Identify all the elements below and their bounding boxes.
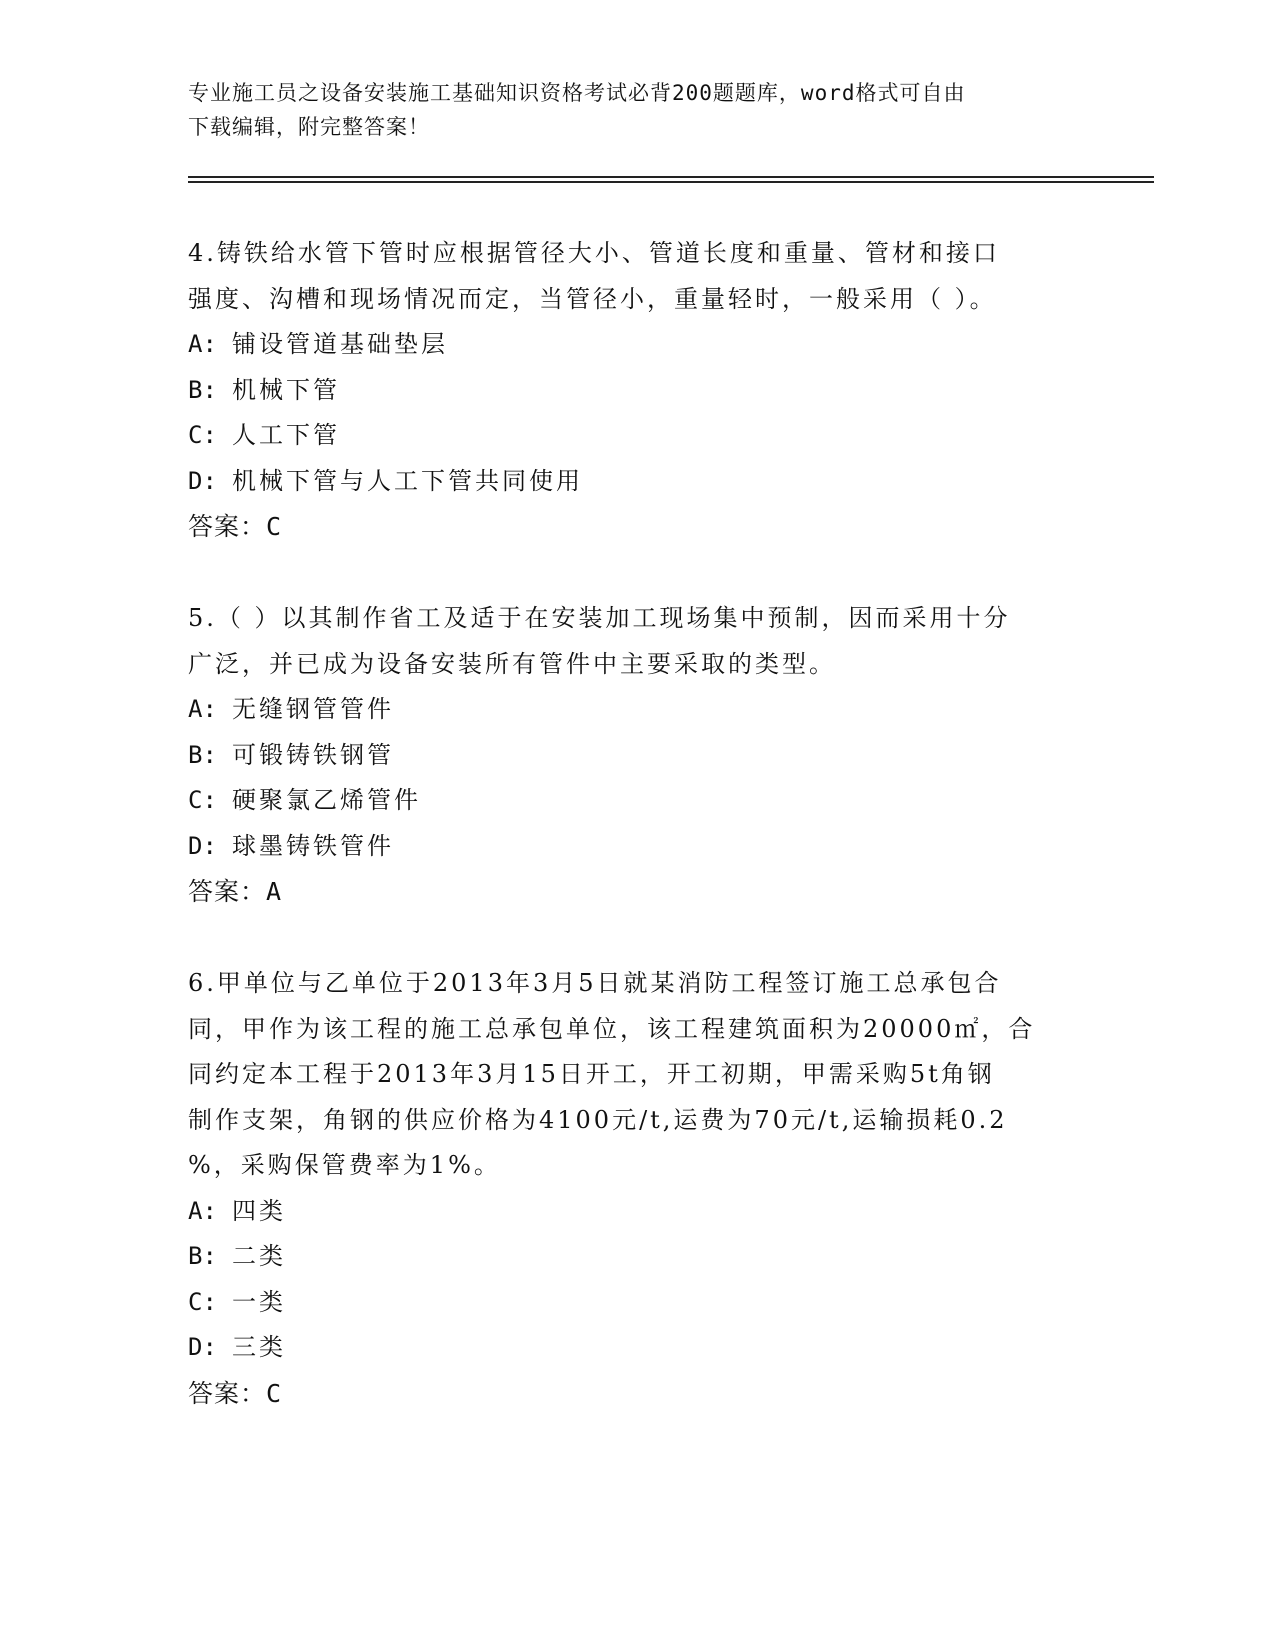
question-stem-line: 同约定本工程于2013年3月15日开工，开工初期，甲需采购5t角钢 bbox=[188, 1060, 995, 1088]
answer-label: 答案： bbox=[188, 1378, 267, 1408]
option-text: 铺设管道基础垫层 bbox=[232, 330, 448, 358]
option-letter: A: bbox=[188, 695, 217, 723]
option-text: 球墨铸铁管件 bbox=[232, 831, 394, 860]
option-c bbox=[188, 1280, 1088, 1326]
option-text: 无缝钢管管件 bbox=[232, 695, 394, 723]
question-5 bbox=[188, 596, 1088, 915]
header-divider-top bbox=[188, 176, 1154, 178]
answer-label: 答案： bbox=[188, 512, 267, 541]
question-stem-line: 4.铸铁给水管下管时应根据管径大小、管道长度和重量、管材和接口 bbox=[188, 239, 1000, 267]
option-text: 硬聚氯乙烯管件 bbox=[232, 786, 421, 814]
question-stem-line: 强度、沟槽和现场情况而定，当管径小，重量轻时，一般采用（ ）。 bbox=[188, 284, 997, 313]
option-letter: D: bbox=[188, 466, 217, 495]
answer-line bbox=[188, 1371, 1088, 1417]
question-4 bbox=[188, 231, 1088, 550]
question-stem-line: 5.（ ）以其制作省工及适于在安装加工现场集中预制，因而采用十分 bbox=[188, 604, 1011, 632]
option-text: 可锻铸铁钢管 bbox=[232, 740, 394, 769]
option-a bbox=[188, 322, 1088, 368]
option-d bbox=[188, 459, 1088, 505]
option-b bbox=[188, 368, 1088, 414]
answer-value: C bbox=[266, 1378, 283, 1408]
option-letter: A: bbox=[188, 330, 217, 358]
answer-line bbox=[188, 869, 1088, 915]
question-stem-line: 6.甲单位与乙单位于2013年3月5日就某消防工程签订施工总承包合 bbox=[188, 969, 1002, 997]
option-c bbox=[188, 778, 1088, 824]
question-stem-line: 制作支架，角钢的供应价格为4100元/t,运费为70元/t,运输损耗0.2 bbox=[188, 1105, 1008, 1134]
option-b bbox=[188, 1234, 1088, 1280]
option-c bbox=[188, 413, 1088, 459]
header-line-1: 专业施工员之设备安装施工基础知识资格考试必背200题题库，word格式可自由 bbox=[188, 81, 966, 105]
option-a bbox=[188, 687, 1088, 733]
option-text: 人工下管 bbox=[232, 421, 340, 449]
option-d bbox=[188, 1325, 1088, 1371]
option-text: 机械下管与人工下管共同使用 bbox=[232, 466, 583, 495]
header-line-2: 下载编辑，附完整答案！ bbox=[188, 115, 430, 139]
answer-value: C bbox=[266, 512, 283, 541]
option-text: 四类 bbox=[232, 1196, 286, 1225]
option-letter: C: bbox=[188, 1287, 217, 1316]
header-divider-bottom bbox=[188, 181, 1154, 183]
option-letter: D: bbox=[188, 1333, 217, 1361]
option-text: 一类 bbox=[232, 1287, 286, 1316]
option-letter: B: bbox=[188, 1242, 217, 1270]
option-letter: A: bbox=[188, 1196, 217, 1225]
question-stem-line: %，采购保管费率为1%。 bbox=[188, 1151, 501, 1179]
option-text: 三类 bbox=[232, 1333, 286, 1361]
option-letter: C: bbox=[188, 421, 217, 449]
option-b bbox=[188, 733, 1088, 779]
answer-label: 答案： bbox=[188, 877, 267, 906]
option-d bbox=[188, 824, 1088, 870]
option-letter: B: bbox=[188, 375, 217, 404]
option-letter: D: bbox=[188, 831, 217, 860]
question-stem-line: 广泛，并已成为设备安装所有管件中主要采取的类型。 bbox=[188, 649, 836, 678]
answer-line bbox=[188, 504, 1088, 550]
question-6 bbox=[188, 961, 1088, 1416]
option-a bbox=[188, 1189, 1088, 1235]
option-letter: B: bbox=[188, 740, 217, 769]
question-stem-line: 同，甲作为该工程的施工总承包单位，该工程建筑面积为20000㎡，合 bbox=[188, 1014, 1036, 1043]
option-text: 机械下管 bbox=[232, 375, 340, 404]
answer-value: A bbox=[266, 877, 283, 906]
document-header bbox=[188, 76, 1088, 144]
option-text: 二类 bbox=[232, 1242, 286, 1270]
option-letter: C: bbox=[188, 786, 217, 814]
